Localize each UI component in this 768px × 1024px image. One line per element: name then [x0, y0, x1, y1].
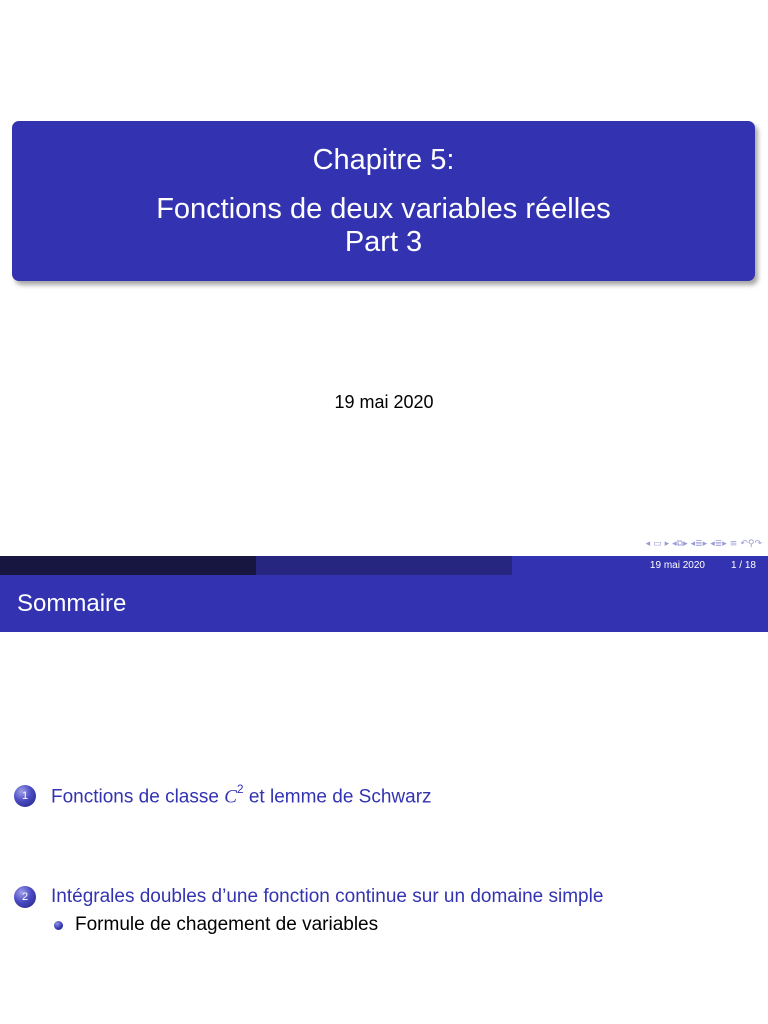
toc-link-2[interactable]: Intégrales doubles d’une fonction continue sur un domaine simple	[51, 886, 604, 907]
toc-item-2[interactable]	[14, 886, 603, 908]
frame-title: Sommaire	[0, 575, 768, 632]
bullet-icon	[54, 921, 63, 930]
title-box	[12, 121, 755, 281]
navigation-symbols	[646, 536, 762, 552]
title-part: Part 3	[344, 225, 423, 258]
footline	[0, 556, 768, 575]
footline-author	[0, 556, 256, 575]
section-icon[interactable]: ◂≣▸	[690, 539, 708, 549]
toc-subitem[interactable]	[54, 914, 378, 936]
footline-date: 19 mai 2020	[649, 560, 705, 571]
search-icon[interactable]: ↶⚲↷	[740, 539, 762, 549]
toc-number-ball: 2	[14, 886, 36, 908]
footline-title	[256, 556, 512, 575]
page-number: 1 / 18	[730, 560, 756, 571]
toc-number-ball: 1	[14, 785, 36, 807]
title-chapter: Chapitre 5:	[312, 143, 455, 176]
footline-info	[512, 556, 768, 575]
subsection-nav-icon[interactable]: ◂≣▸	[710, 539, 727, 549]
frame-icon[interactable]: ▭	[653, 539, 662, 549]
nav-next-icon[interactable]: ▸	[664, 539, 670, 549]
nav-prev-icon[interactable]: ◂	[645, 539, 651, 549]
title-main: Fonctions de deux variables réelles	[156, 192, 611, 225]
align-icon[interactable]: ≡	[729, 539, 738, 549]
toc-link-1[interactable]: Fonctions de classe $C^2$ et lemme de Schwarz	[51, 782, 432, 808]
toc-item-1[interactable]	[14, 784, 432, 808]
slide-date: 19 mai 2020	[334, 392, 434, 412]
subsection-icon[interactable]: ◂⧉▸	[672, 539, 688, 549]
toc-subitem-text[interactable]: Formule de chagement de variables	[75, 914, 379, 935]
